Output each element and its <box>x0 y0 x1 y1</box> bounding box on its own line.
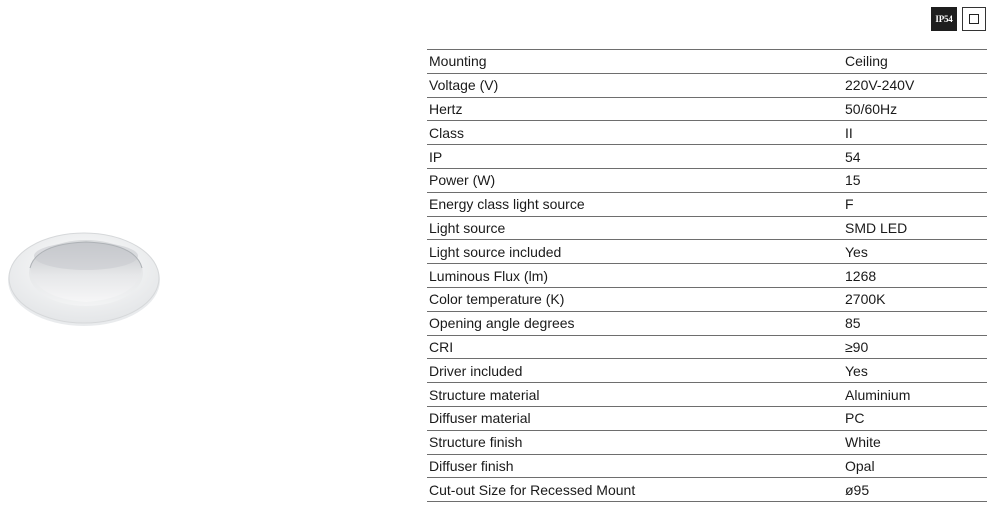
spec-value: II <box>845 124 853 141</box>
spec-label: Mounting <box>429 53 487 70</box>
spec-row <box>427 50 987 74</box>
spec-value: 220V-240V <box>845 77 915 94</box>
spec-value: 1268 <box>845 267 877 284</box>
spec-row <box>427 217 987 241</box>
spec-row <box>427 145 987 169</box>
spec-row <box>427 74 987 98</box>
spec-row <box>427 455 987 479</box>
spec-value: Aluminium <box>845 386 911 403</box>
spec-label: Power (W) <box>429 172 496 189</box>
spec-row <box>427 383 987 407</box>
ip-rating-badge: IP54 <box>931 7 957 31</box>
spec-label: Diffuser finish <box>429 457 514 474</box>
spec-value: Opal <box>845 457 875 474</box>
spec-label: Diffuser material <box>429 410 531 427</box>
spec-label: Structure material <box>429 386 540 403</box>
spec-row <box>427 240 987 264</box>
spec-label: Color temperature (K) <box>429 291 565 308</box>
spec-label: Driver included <box>429 362 523 379</box>
spec-value: White <box>845 434 881 451</box>
spec-value: ø95 <box>845 481 870 498</box>
spec-label: Luminous Flux (lm) <box>429 267 549 284</box>
spec-label: Energy class light source <box>429 196 585 213</box>
spec-label: Class <box>429 124 465 141</box>
spec-value: F <box>845 196 854 213</box>
spec-value: SMD LED <box>845 219 908 236</box>
spec-row <box>427 288 987 312</box>
spec-table <box>427 49 987 502</box>
spec-label: CRI <box>429 338 454 355</box>
spec-row <box>427 312 987 336</box>
spec-label: Cut-out Size for Recessed Mount <box>429 481 636 498</box>
spec-row <box>427 121 987 145</box>
spec-row <box>427 431 987 455</box>
class-ii-double-square-icon <box>962 7 986 31</box>
spec-value: PC <box>845 410 865 427</box>
spec-value: 54 <box>845 148 861 165</box>
spec-row <box>427 193 987 217</box>
spec-row <box>427 98 987 122</box>
spec-value: 85 <box>845 315 861 332</box>
spec-row <box>427 407 987 431</box>
spec-value: Ceiling <box>845 53 888 70</box>
recessed-downlight-image <box>6 228 162 328</box>
certification-badges <box>931 7 986 31</box>
spec-row <box>427 478 987 502</box>
spec-value: 2700K <box>845 291 886 308</box>
spec-row <box>427 336 987 360</box>
spec-value: 50/60Hz <box>845 100 898 117</box>
spec-label: Voltage (V) <box>429 77 499 94</box>
spec-row <box>427 359 987 383</box>
spec-label: Light source <box>429 219 506 236</box>
spec-label: Opening angle degrees <box>429 315 575 332</box>
spec-label: Light source included <box>429 243 562 260</box>
spec-row <box>427 264 987 288</box>
spec-value: 15 <box>845 172 861 189</box>
spec-row <box>427 169 987 193</box>
spec-label: Hertz <box>429 100 463 117</box>
spec-label: Structure finish <box>429 434 523 451</box>
spec-value: Yes <box>845 243 868 260</box>
spec-value: ≥90 <box>845 338 869 355</box>
spec-label: IP <box>429 148 443 165</box>
spec-value: Yes <box>845 362 868 379</box>
